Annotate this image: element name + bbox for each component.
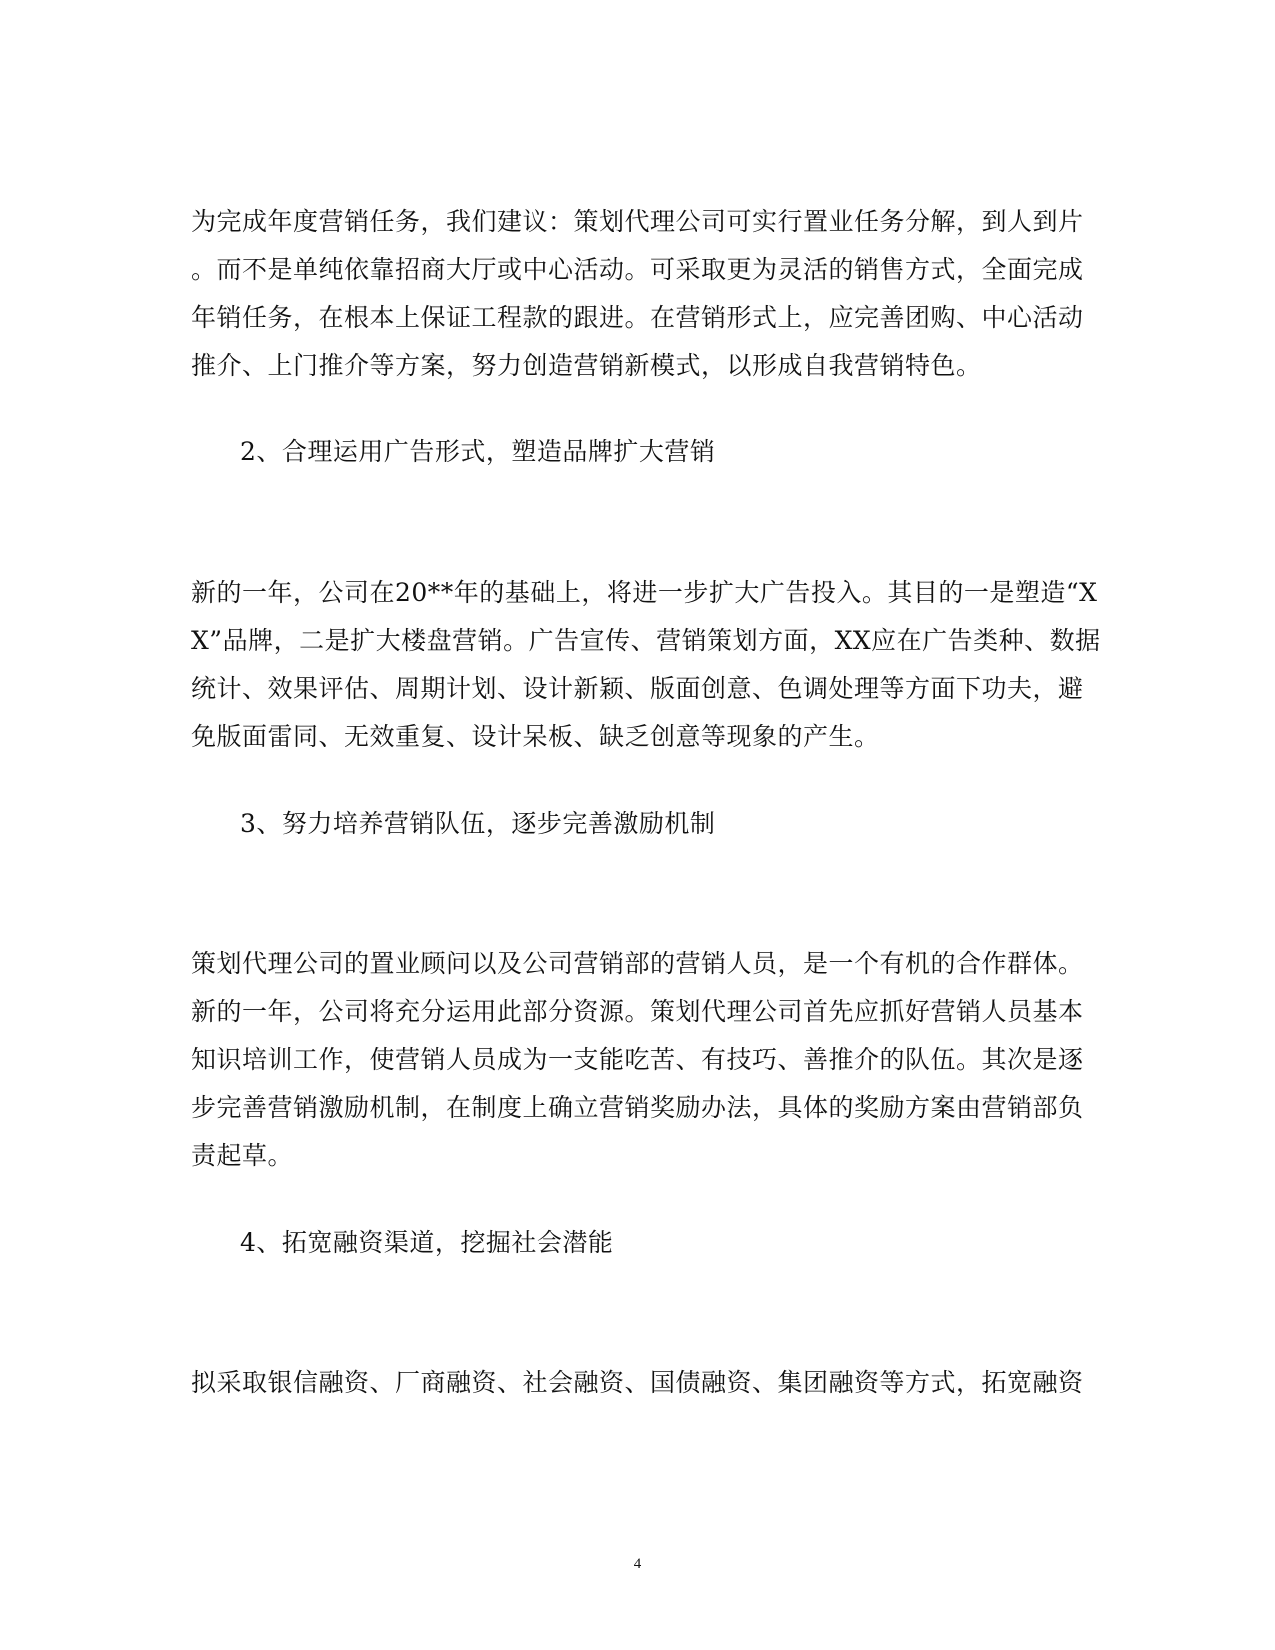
paragraph-2-line-1: 新的一年，公司在20**年的基础上，将进一步扩大广告投入。其目的一是塑造“X	[191, 578, 1098, 607]
paragraph-1-line-4: 推介、上门推介等方案，努力创造营销新模式，以形成自我营销特色。	[191, 351, 982, 380]
paragraph-3-line-1: 策划代理公司的置业顾问以及公司营销部的营销人员，是一个有机的合作群体。	[191, 949, 1084, 978]
paragraph-1-line-2: 。而不是单纯依靠招商大厅或中心活动。可采取更为灵活的销售方式，全面完成	[191, 255, 1084, 284]
paragraph-3-line-4: 步完善营销激励机制，在制度上确立营销奖励办法，具体的奖励方案由营销部负	[191, 1093, 1084, 1122]
paragraph-1-line-1: 为完成年度营销任务，我们建议：策划代理公司可实行置业任务分解，到人到片	[191, 207, 1084, 236]
section-heading-4: 4、拓宽融资渠道，挖掘社会潜能	[240, 1228, 614, 1257]
paragraph-4-line-1: 拟采取银信融资、厂商融资、社会融资、国债融资、集团融资等方式，拓宽融资	[191, 1368, 1084, 1397]
page-number: 4	[633, 1556, 642, 1572]
section-heading-2: 2、合理运用广告形式，塑造品牌扩大营销	[240, 437, 716, 466]
paragraph-1-line-3: 年销任务，在根本上保证工程款的跟进。在营销形式上，应完善团购、中心活动	[191, 303, 1084, 332]
paragraph-2-line-4: 免版面雷同、无效重复、设计呆板、缺乏创意等现象的产生。	[191, 722, 880, 751]
paragraph-3-line-3: 知识培训工作，使营销人员成为一支能吃苦、有技巧、善推介的队伍。其次是逐	[191, 1045, 1084, 1074]
paragraph-2-line-2: X”品牌，二是扩大楼盘营销。广告宣传、营销策划方面，XX应在广告类种、数据	[191, 626, 1101, 655]
paragraph-3-line-5: 责起草。	[191, 1141, 294, 1170]
paragraph-3-line-2: 新的一年，公司将充分运用此部分资源。策划代理公司首先应抓好营销人员基本	[191, 997, 1084, 1026]
paragraph-2-line-3: 统计、效果评估、周期计划、设计新颖、版面创意、色调处理等方面下功夫，避	[191, 674, 1084, 703]
section-heading-3: 3、努力培养营销队伍，逐步完善激励机制	[240, 809, 716, 838]
